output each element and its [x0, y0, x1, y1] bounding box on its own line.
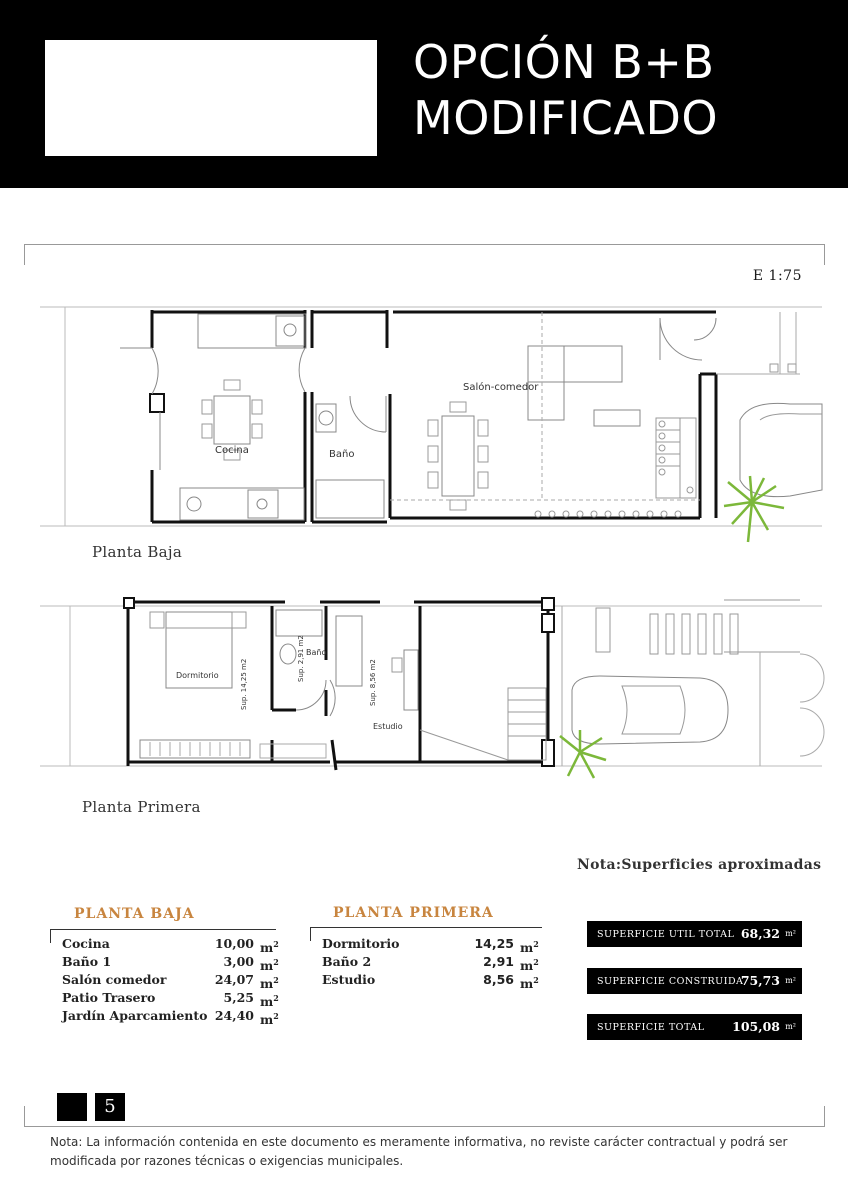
plant-icon-ground — [724, 476, 784, 542]
total-construida-label: SUPERFICIE CONSTRUIDA — [597, 976, 744, 987]
frame-bottom — [24, 1106, 825, 1127]
room-label-dormitorio: Dormitorio — [176, 671, 219, 680]
room-label-salon: Salón-comedor — [463, 382, 539, 393]
room-label-bano-first: Baño — [306, 648, 327, 657]
area-note-estudio: Sup. 8,56 m2 — [369, 659, 377, 706]
area-row — [322, 935, 539, 956]
total-util-value: 68,32 — [740, 926, 780, 941]
area-row — [322, 953, 539, 974]
total-unit: m² — [785, 1022, 796, 1031]
unit-base: m — [260, 994, 274, 1010]
frame-top — [24, 244, 825, 265]
total-label: SUPERFICIE TOTAL — [597, 1022, 705, 1033]
plant-icon-first — [560, 730, 606, 778]
unit-exponent: 2 — [533, 957, 539, 967]
surfaces-note: Nota:Superficies aproximadas — [577, 857, 822, 873]
area-row-name: Baño 1 — [62, 954, 112, 969]
area-row-value: 8,56 — [483, 972, 514, 987]
room-label-bano: Baño — [329, 449, 355, 460]
disclaimer-note: Nota: La información contenida en este documento es meramente informativa, no reviste carácter contractual y podrá ser modificada por razones técnicas o exigencias municipales. — [50, 1135, 788, 1168]
unit-exponent: 2 — [273, 939, 279, 949]
unit-base: m — [260, 1012, 274, 1028]
area-row — [62, 953, 279, 974]
area-row-name: Cocina — [62, 936, 110, 951]
unit-base: m — [260, 958, 274, 974]
caption-planta-baja: Planta Baja — [92, 543, 183, 561]
total-util-label: SUPERFICIE UTIL TOTAL — [597, 929, 735, 940]
caption-planta-primera: Planta Primera — [82, 798, 201, 816]
area-row-value: 14,25 — [474, 936, 514, 951]
total-construida-value: 75,73 — [740, 973, 780, 988]
area-row-value: 3,00 — [223, 954, 254, 969]
room-label-estudio: Estudio — [373, 722, 403, 731]
total-construida-unit: m² — [785, 976, 796, 985]
total-util-box — [587, 921, 802, 947]
page-number: 5 — [95, 1093, 125, 1121]
planta-baja-title: PLANTA BAJA — [74, 906, 195, 922]
unit-base: m — [520, 958, 534, 974]
planta-primera-rule — [310, 927, 542, 928]
unit-exponent: 2 — [273, 993, 279, 1003]
area-row — [62, 1007, 279, 1028]
header-image-placeholder — [45, 40, 377, 156]
planta-baja-list — [62, 935, 279, 1028]
total-box — [587, 1014, 802, 1040]
unit-base: m — [520, 976, 534, 992]
area-row-value: 2,91 — [483, 954, 514, 969]
planta-primera-rule-tick — [310, 927, 311, 941]
unit-exponent: 2 — [533, 975, 539, 985]
room-label-cocina: Cocina — [215, 445, 249, 456]
area-row-unit — [520, 971, 539, 993]
area-row — [62, 989, 279, 1010]
ground-floor-plan — [40, 307, 822, 526]
planta-baja-rule-tick — [50, 929, 51, 943]
area-row-name: Salón comedor — [62, 972, 167, 987]
unit-exponent: 2 — [273, 1011, 279, 1021]
total-util-unit: m² — [785, 929, 796, 938]
area-row-value: 24,40 — [214, 1008, 254, 1023]
header-banner — [0, 0, 848, 188]
planta-primera-title: PLANTA PRIMERA — [333, 905, 494, 921]
scale-label: E 1:75 — [752, 268, 802, 284]
planta-primera-list — [322, 935, 539, 992]
total-value: 105,08 — [732, 1019, 780, 1034]
area-row-value: 24,07 — [214, 972, 254, 987]
planta-baja-rule — [50, 929, 276, 930]
area-row-name: Estudio — [322, 972, 376, 987]
first-floor-plan — [40, 598, 824, 770]
area-row — [322, 971, 539, 992]
area-row-unit — [260, 1007, 279, 1029]
unit-exponent: 2 — [273, 957, 279, 967]
area-row-value: 5,25 — [223, 990, 254, 1005]
area-note-bano: Sup. 2,91 m2 — [297, 635, 305, 682]
area-note-dormitorio: Sup. 14,25 m2 — [240, 658, 248, 710]
unit-exponent: 2 — [533, 939, 539, 949]
area-row-name: Jardín Aparcamiento — [62, 1008, 208, 1023]
page-title — [413, 34, 718, 146]
title-line-2: MODIFICADO — [413, 91, 719, 145]
total-construida-box — [587, 968, 802, 994]
unit-base: m — [260, 976, 274, 992]
page-marker — [57, 1093, 87, 1121]
area-row-name: Patio Trasero — [62, 990, 156, 1005]
title-line-1: OPCIÓN B+B — [413, 35, 715, 89]
unit-base: m — [520, 940, 534, 956]
unit-exponent: 2 — [273, 975, 279, 985]
area-row-name: Baño 2 — [322, 954, 372, 969]
area-row — [62, 971, 279, 992]
area-row-name: Dormitorio — [322, 936, 400, 951]
area-row-value: 10,00 — [214, 936, 254, 951]
unit-base: m — [260, 940, 274, 956]
area-row — [62, 935, 279, 956]
